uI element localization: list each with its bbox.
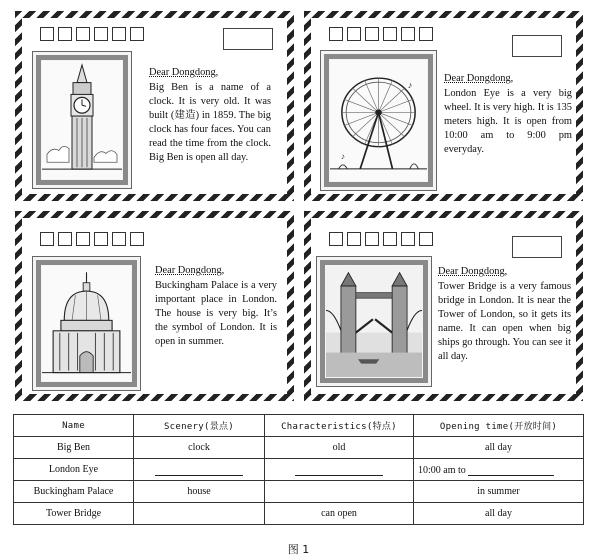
table-row (14, 459, 584, 481)
svg-text:♪: ♪ (407, 81, 413, 92)
header-scenery: Scenery(景点) (134, 415, 265, 437)
cell-name: London Eye (14, 459, 134, 481)
letter-greeting: Dear Dongdong, (444, 73, 514, 84)
cell-scenery: clock (134, 437, 265, 459)
postcode-boxes (329, 232, 433, 246)
header-opening-time: Opening time(开放时间) (414, 415, 584, 437)
letter-greeting: Dear Dongdong, (149, 67, 219, 78)
header-characteristics: Characteristics(特点) (265, 415, 414, 437)
cell-scenery (134, 503, 265, 525)
postcode-boxes (40, 27, 144, 41)
letter-greeting: Dear Dongdong, (438, 266, 508, 277)
letter-london-eye (444, 72, 572, 157)
letter-body: London Eye is a very big wheel. It is very high. It is 135 meters high. It is open from 10:00 am to 9:00 pm everyday. (444, 88, 572, 155)
answer-blank[interactable] (155, 463, 243, 476)
postcard-london-eye (304, 11, 583, 201)
cell-name: Buckingham Palace (14, 481, 134, 503)
cell-name: Big Ben (14, 437, 134, 459)
buckingham-palace-picture (32, 256, 141, 391)
table-row (14, 503, 584, 525)
figure-caption: 图 1 (287, 543, 310, 556)
cell-characteristic (265, 481, 414, 503)
letter-greeting: Dear Dongdong, (155, 265, 225, 276)
letter-buckingham-palace (155, 264, 277, 349)
letter-body: Big Ben is a name of a clock. It is very old. It was built (建造) in 1859. The big clock has four faces. You can read the time from the clock. Big Ben is open all day. (149, 82, 271, 163)
answer-blank[interactable] (295, 463, 383, 476)
postcode-boxes (40, 232, 144, 246)
tower-bridge-picture (316, 256, 432, 387)
table-row (14, 437, 584, 459)
cell-opening: all day (414, 503, 584, 525)
table-header-row (14, 415, 584, 437)
postcode-boxes (329, 27, 433, 41)
letter-big-ben (149, 66, 271, 165)
cell-opening: in summer (414, 481, 584, 503)
letter-tower-bridge (438, 265, 571, 364)
opening-prefix: 10:00 am to (418, 465, 466, 476)
cell-opening: all day (414, 437, 584, 459)
cell-characteristic: old (265, 437, 414, 459)
header-name: Name (14, 415, 134, 437)
letter-body: Tower Bridge is a very famous bridge in London. It is near the Tower of London, so it gets its name. It can open when big ships go through. You can see it all day. (438, 281, 571, 362)
big-ben-picture (32, 51, 132, 189)
cell-scenery: house (134, 481, 265, 503)
cell-characteristic-blank[interactable] (265, 459, 414, 481)
letter-body: Buckingham Palace is a very important place in London. The house is very big. It’s the symbol of London. It is open in summer. (155, 280, 277, 347)
stamp-box (512, 35, 562, 57)
cell-characteristic: can open (265, 503, 414, 525)
stamp-box (512, 236, 562, 258)
london-eye-picture (320, 50, 437, 191)
svg-text:♪: ♪ (340, 152, 346, 161)
postcard-buckingham-palace (15, 211, 294, 401)
postcard-big-ben (15, 11, 294, 201)
cell-opening (414, 459, 584, 481)
cell-name: Tower Bridge (14, 503, 134, 525)
cell-scenery-blank[interactable] (134, 459, 265, 481)
scenery-info-table (13, 414, 584, 525)
stamp-box (223, 28, 273, 50)
postcard-tower-bridge (304, 211, 583, 401)
table-row (14, 481, 584, 503)
answer-blank[interactable] (468, 463, 554, 476)
